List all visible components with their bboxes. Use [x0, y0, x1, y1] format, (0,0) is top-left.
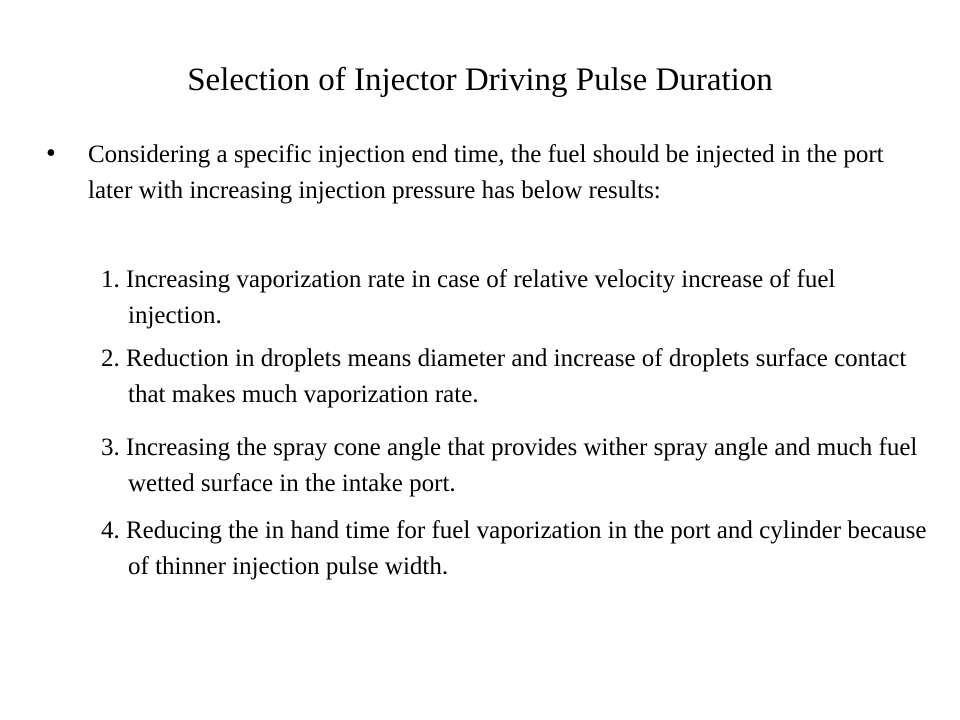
list-item: 4. Reducing the in hand time for fuel vaporization in the port and cylinder because of thinner injection pulse width.: [101, 517, 927, 580]
slide-title: Selection of Injector Driving Pulse Duration: [187, 62, 773, 98]
bullet-dot-icon: •: [46, 138, 56, 169]
list-item: 2. Reduction in droplets means diameter and increase of droplets surface contact that makes much vaporization rate.: [101, 345, 907, 408]
list-item: 1. Increasing vaporization rate in case of relative velocity increase of fuel injection.: [101, 266, 836, 329]
bullet-paragraph: Considering a specific injection end time, the fuel should be injected in the port later with increasing injection pressure has below results:: [88, 141, 884, 204]
list-item: 3. Increasing the spray cone angle that provides wither spray angle and much fuel wetted surface in the intake port.: [101, 434, 918, 497]
